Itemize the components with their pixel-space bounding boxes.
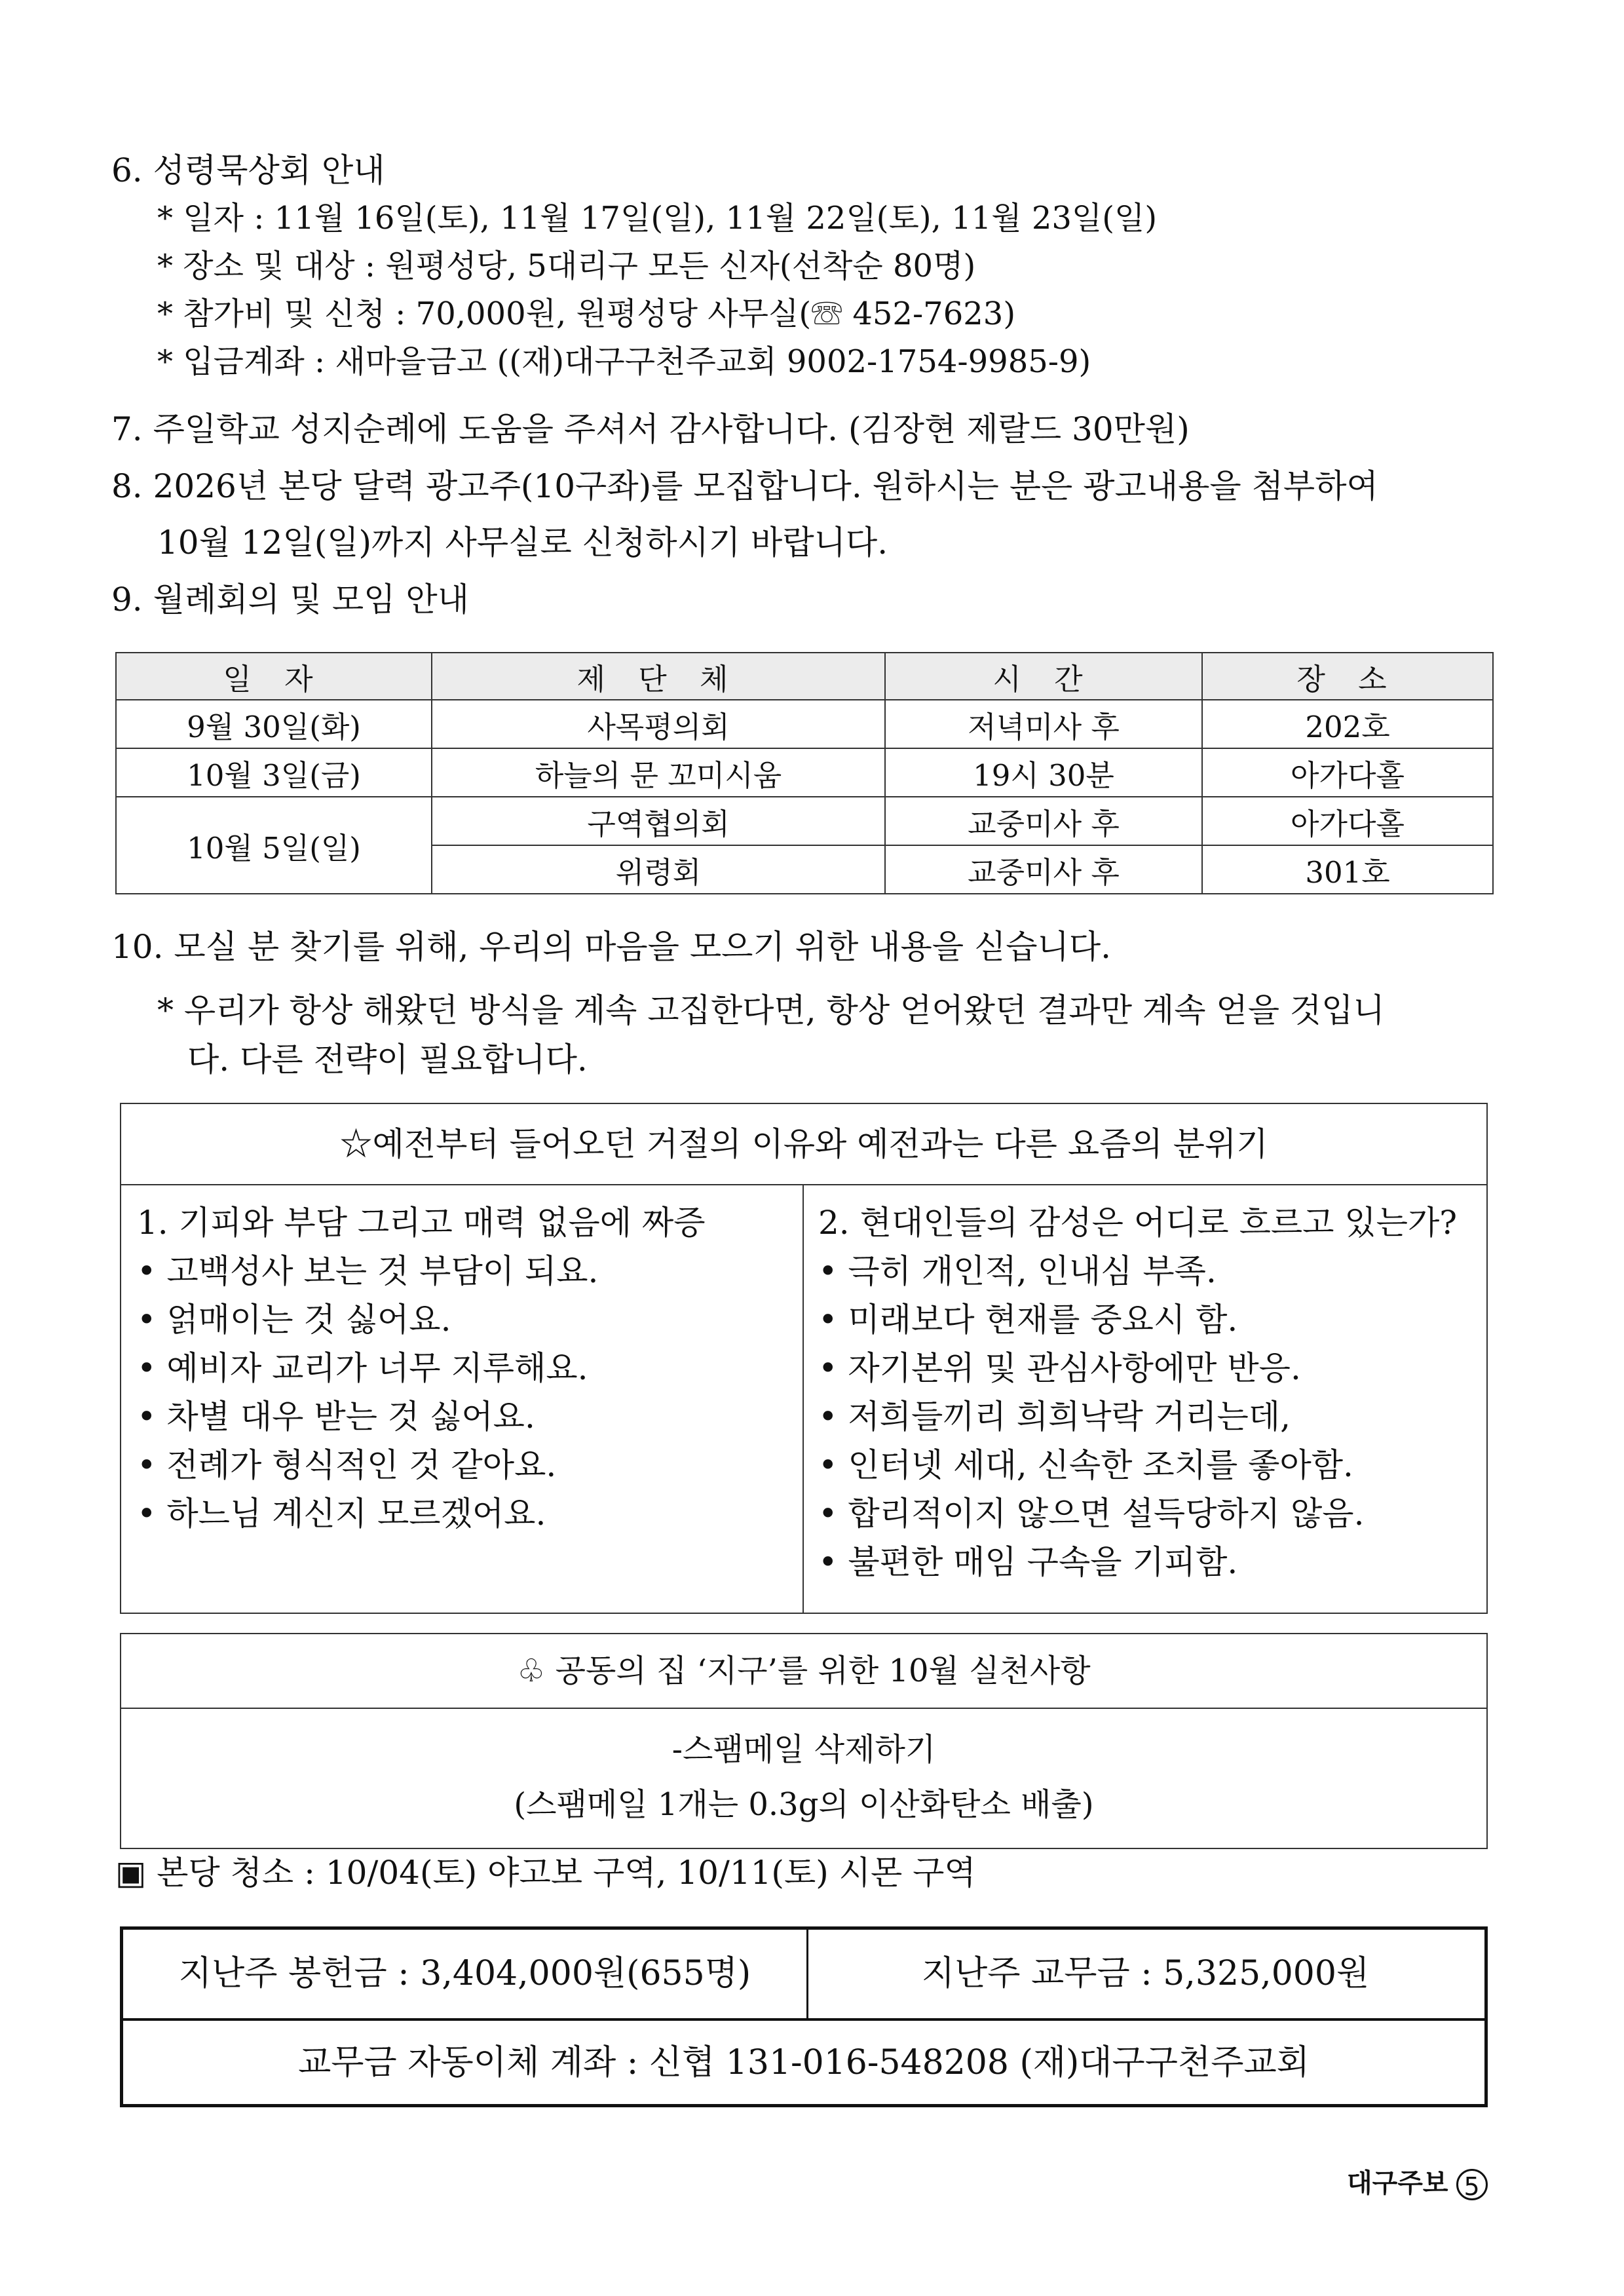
list-item: • 예비자 교리가 너무 지루해요. [137, 1349, 588, 1387]
offering-row [123, 1930, 1484, 2021]
section-6-item-date: * 일자 : 11월 16일(토), 11월 17일(일), 11월 22일(토), 11월 23일(일) [157, 200, 1158, 237]
section-8-line2: 10월 12일(일)까지 사무실로 신청하시기 바랍니다. [157, 524, 888, 562]
earth-practice-line2: (스팸메일 1개는 0.3g의 이산화탄소 배출) [514, 1786, 1094, 1823]
list-item: • 미래보다 현재를 중요시 함. [818, 1301, 1238, 1339]
section-9-title: 9. 월례회의 및 모임 안내 [111, 581, 469, 619]
header-group: 제 단 체 [432, 653, 885, 700]
cell-place: 202호 [1202, 700, 1493, 748]
list-item: • 하느님 계신지 모르겠어요. [137, 1495, 546, 1533]
refusal-reasons-box [120, 1103, 1488, 1614]
list-item: • 전례가 형식적인 것 같아요. [137, 1446, 557, 1484]
cell-group: 위령회 [432, 845, 885, 894]
list-item: • 합리적이지 않으면 설득당하지 않음. [818, 1495, 1365, 1533]
cell-group: 하늘의 문 꼬미시움 [432, 748, 885, 797]
earth-practice-title: ♧ 공동의 집 ‘지구’를 위한 10월 실천사항 [121, 1634, 1486, 1709]
list-item: • 차별 대우 받는 것 싫어요. [137, 1398, 535, 1436]
table-row [116, 797, 1493, 845]
cell-time: 교중미사 후 [885, 797, 1202, 845]
header-place: 장 소 [1202, 653, 1493, 700]
section-6-item-fee: * 참가비 및 신청 : 70,000원, 원평성당 사무실(☏ 452-7623) [157, 296, 1016, 332]
cell-time: 저녁미사 후 [885, 700, 1202, 748]
cell-time: 19시 30분 [885, 748, 1202, 797]
cell-date: 10월 5일(일) [116, 797, 432, 894]
list-item: • 얽매이는 것 싫어요. [137, 1301, 451, 1339]
cell-group: 구역협의회 [432, 797, 885, 845]
cell-group: 사목평의회 [432, 700, 885, 748]
page-number: 5 [1456, 2169, 1488, 2200]
section-6-item-place: * 장소 및 대상 : 원평성당, 5대리구 모든 신자(선착순 80명) [157, 248, 976, 284]
list-item: • 불편한 매임 구속을 기피함. [818, 1543, 1238, 1581]
table-row [116, 700, 1493, 748]
section-10-note-line2: 다. 다른 전략이 필요합니다. [187, 1041, 588, 1079]
earth-practice-body [121, 1709, 1486, 1832]
header-time: 시 간 [885, 653, 1202, 700]
list-item: • 자기본위 및 관심사항에만 반응. [818, 1349, 1301, 1387]
auto-transfer-account: 교무금 자동이체 계좌 : 신협 131-016-548208 (재)대구구천주교회 [298, 2043, 1310, 2082]
section-10-title: 10. 모실 분 찾기를 위해, 우리의 마음을 모으기 위한 내용을 싣습니다. [111, 928, 1112, 966]
list-item: • 고백성사 보는 것 부담이 되요. [137, 1252, 599, 1290]
left-column-title: 1. 기피와 부담 그리고 매력 없음에 짜증 [137, 1204, 706, 1242]
section-6-item-account: * 입금계좌 : 새마을금고 ((재)대구구천주교회 9002-1754-9985-9) [157, 343, 1091, 380]
right-column-title: 2. 현대인들의 감성은 어디로 흐르고 있는가? [818, 1204, 1458, 1242]
section-8-line1: 8. 2026년 본당 달력 광고주(10구좌)를 모집합니다. 원하시는 분은 광고내용을 첨부하여 [111, 467, 1378, 505]
cell-place: 301호 [1202, 845, 1493, 894]
page-footer [1347, 2162, 1488, 2200]
refusal-left-column [121, 1184, 804, 1613]
section-10-note-line1: * 우리가 항상 해왔던 방식을 계속 고집한다면, 항상 얻어왔던 결과만 계속 얻을 것입니 [157, 991, 1385, 1029]
cell-date: 9월 30일(화) [116, 700, 432, 748]
header-date: 일 자 [116, 653, 432, 700]
earth-practice-line1: -스팸메일 삭제하기 [671, 1731, 936, 1768]
table-row [116, 748, 1493, 797]
sunday-offering: 지난주 봉헌금 : 3,404,000원(655명) [123, 1930, 808, 2018]
section-6-title: 6. 성령묵상회 안내 [111, 151, 385, 189]
offering-box [120, 1926, 1488, 2107]
cell-place: 아가다홀 [1202, 748, 1493, 797]
parish-dues: 지난주 교무금 : 5,325,000원 [921, 1954, 1370, 1993]
cleaning-schedule: ▣ 본당 청소 : 10/04(토) 야고보 구역, 10/11(토) 시몬 구역 [115, 1854, 976, 1892]
bulletin-name: 대구주보 [1347, 2168, 1448, 2198]
list-item: • 인터넷 세대, 신속한 조치를 좋아함. [818, 1446, 1353, 1484]
list-item: • 저희들끼리 희희낙락 거리는데, [818, 1398, 1291, 1436]
cell-date: 10월 3일(금) [116, 748, 432, 797]
cell-place: 아가다홀 [1202, 797, 1493, 845]
earth-practice-box [120, 1633, 1488, 1849]
list-item: • 극히 개인적, 인내심 부족. [818, 1252, 1217, 1290]
refusal-box-title: ☆예전부터 들어오던 거절의 이유와 예전과는 다른 요즘의 분위기 [121, 1104, 1486, 1185]
refusal-right-column [804, 1184, 1486, 1613]
section-7-text: 7. 주일학교 성지순례에 도움을 주셔서 감사합니다. (김장현 제랄드 30만원) [111, 410, 1190, 448]
cell-time: 교중미사 후 [885, 845, 1202, 894]
meeting-schedule-table [115, 652, 1494, 894]
table-header-row [116, 653, 1493, 700]
